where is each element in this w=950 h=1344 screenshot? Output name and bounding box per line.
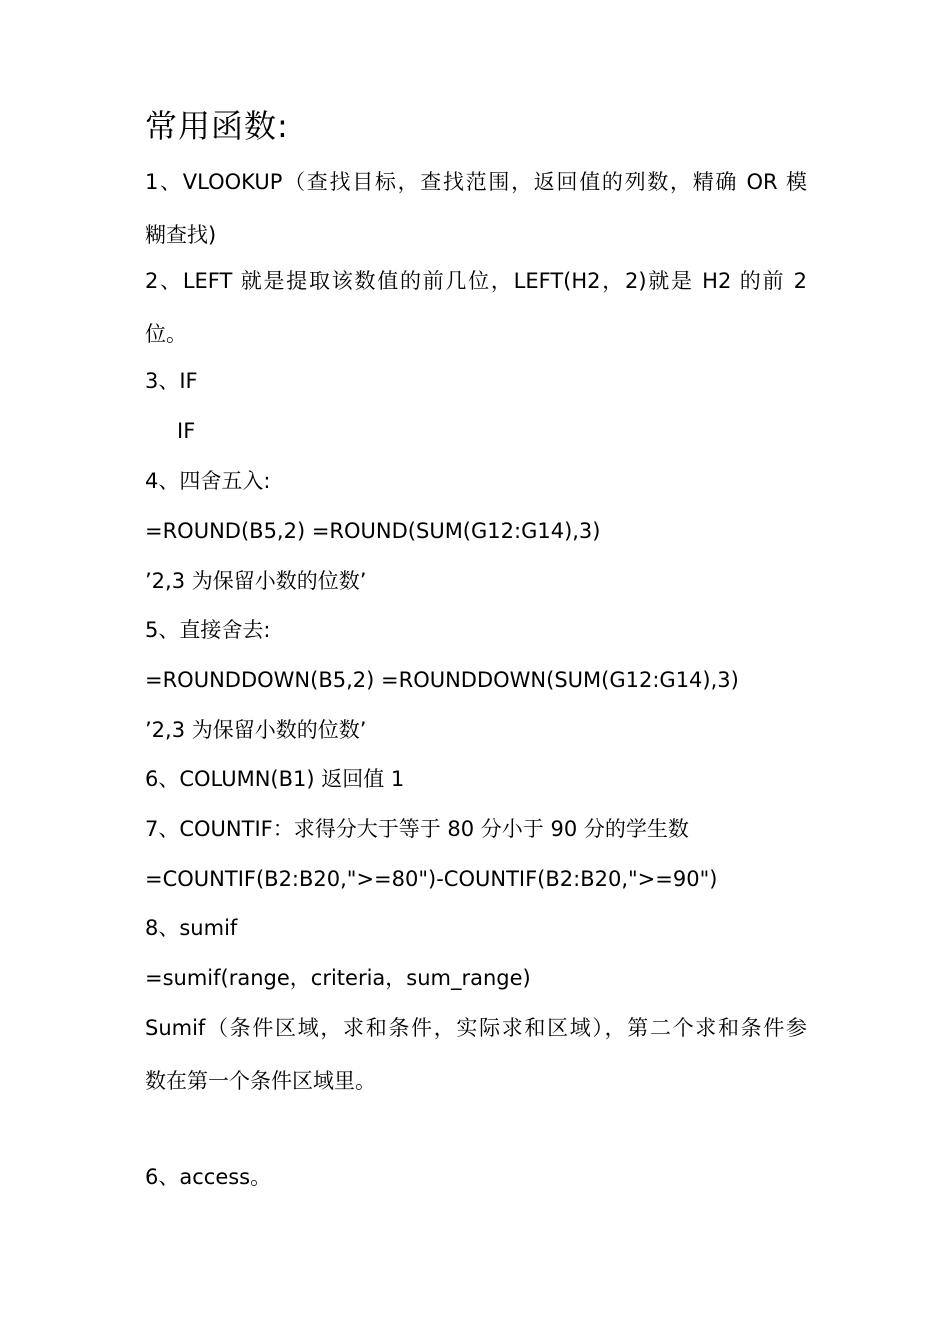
line-left-cont: 位。 xyxy=(145,322,187,346)
line-rounddown-heading: 5、直接舍去: xyxy=(145,618,271,642)
line-sumif-desc-cont: 数在第一个条件区域里。 xyxy=(145,1069,376,1093)
line-countif-heading: 7、COUNTIF：求得分大于等于 80 分小于 90 分的学生数 xyxy=(145,817,689,841)
line-countif-formula: =COUNTIF(B2:B20,">=80")-COUNTIF(B2:B20,">=90") xyxy=(145,867,718,891)
line-column: 6、COLUMN(B1) 返回值 1 xyxy=(145,767,405,791)
line-if: 3、IF xyxy=(145,369,198,393)
line-rounddown-note: ’2,3 为保留小数的位数’ xyxy=(145,718,367,742)
line-left: 2、LEFT 就是提取该数值的前几位，LEFT(H2，2)就是 H2 的前 2 xyxy=(145,269,807,293)
line-if-sub: IF xyxy=(177,419,196,443)
page-title: 常用函数: xyxy=(145,107,289,145)
line-round-formula: =ROUND(B5,2) =ROUND(SUM(G12:G14),3) xyxy=(145,519,601,543)
line-sumif-formula: =sumif(range，criteria，sum_range) xyxy=(145,966,531,990)
line-sumif-desc: Sumif（条件区域，求和条件，实际求和区域），第二个求和条件参 xyxy=(145,1016,807,1040)
line-round-note: ’2,3 为保留小数的位数’ xyxy=(145,569,367,593)
line-vlookup: 1、VLOOKUP（查找目标，查找范围，返回值的列数，精确 OR 模 xyxy=(145,170,807,194)
line-vlookup-cont: 糊查找) xyxy=(145,223,217,247)
line-access: 6、access。 xyxy=(145,1165,272,1189)
line-round-heading: 4、四舍五入: xyxy=(145,469,271,493)
line-rounddown-formula: =ROUNDDOWN(B5,2) =ROUNDDOWN(SUM(G12:G14),3) xyxy=(145,668,739,692)
line-sumif-heading: 8、sumif xyxy=(145,916,238,940)
